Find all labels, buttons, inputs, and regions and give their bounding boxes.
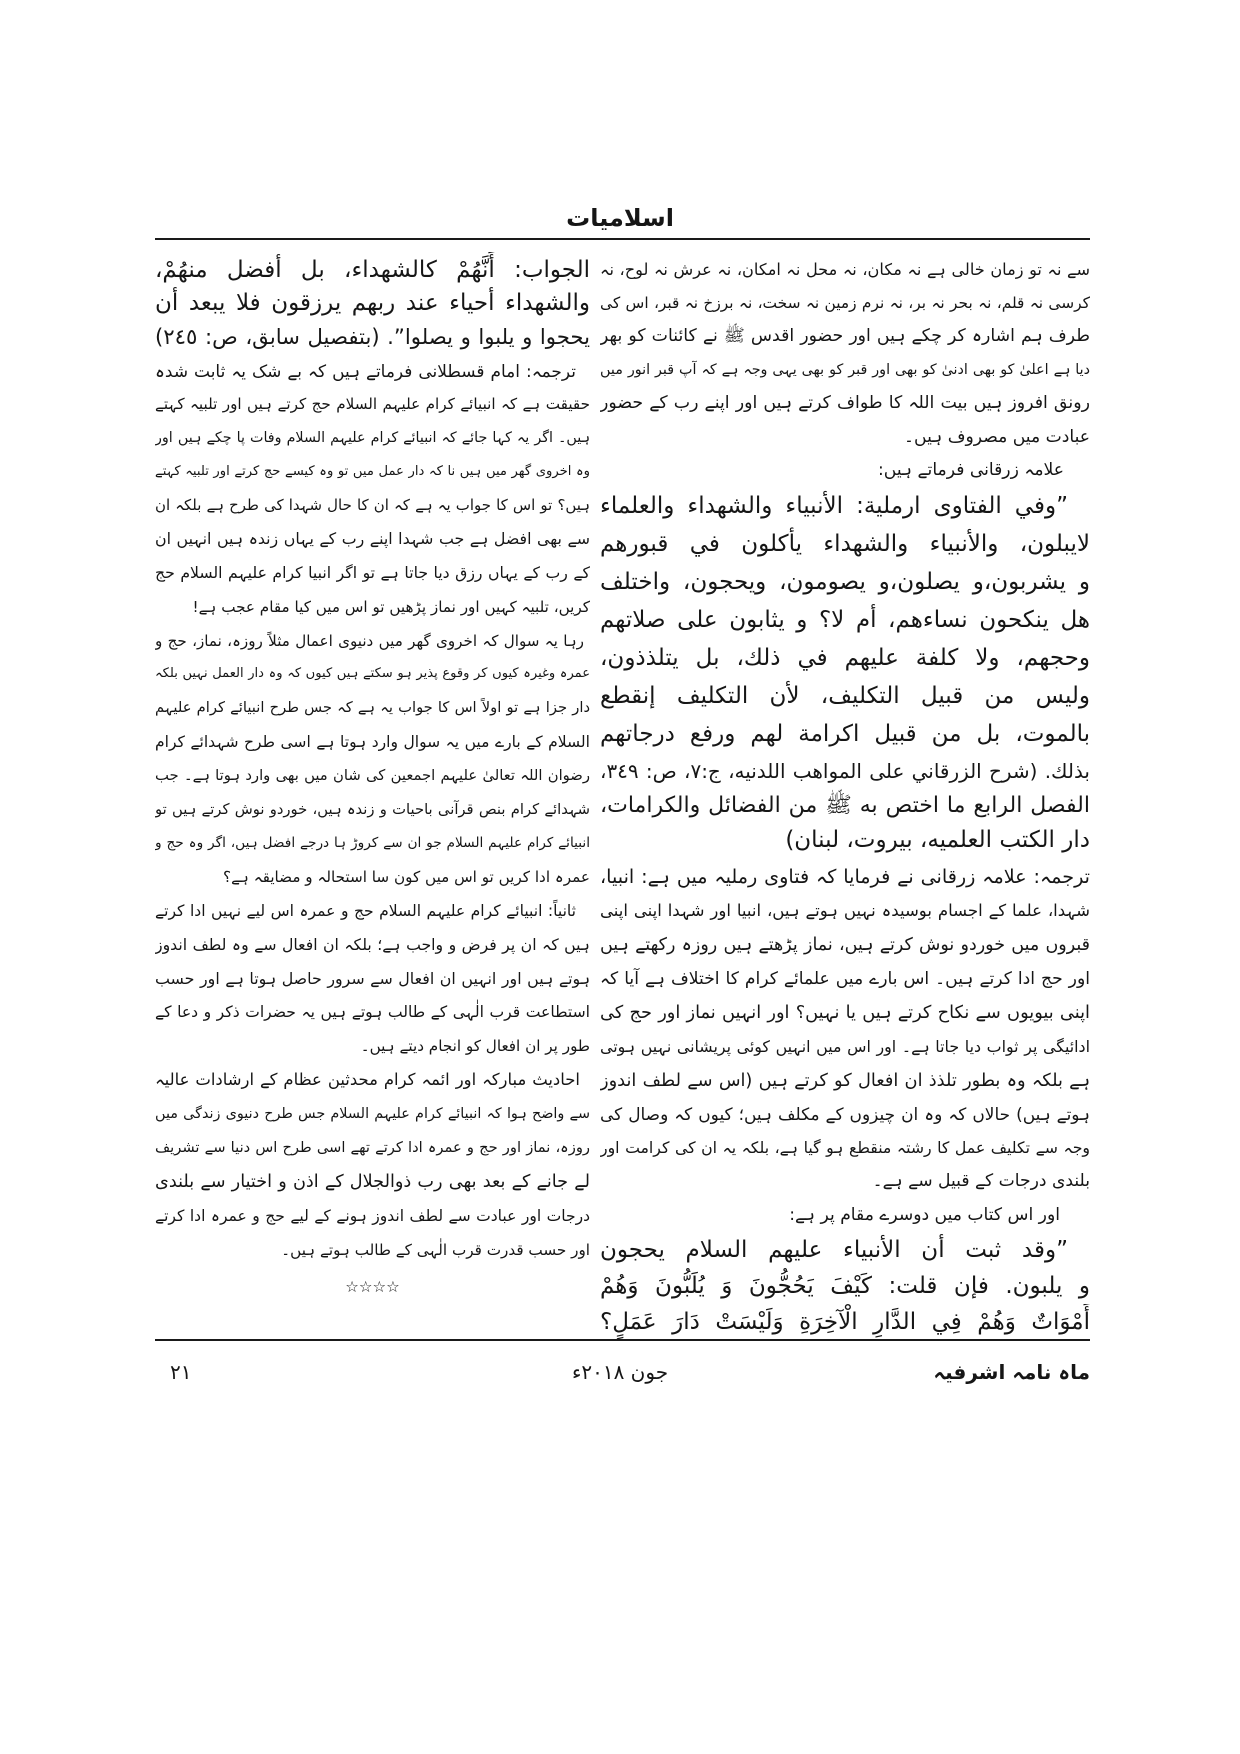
end-ornament-stars: ☆☆☆☆ bbox=[345, 1278, 400, 1296]
left-column-line: حقیقت ہے کہ انبیائے کرام علیہم السلام حج کرتے ہیں اور تلبیہ کہتے bbox=[155, 395, 590, 413]
left-column-line: دار جزا ہے تو اولاً اس کا جواب یہ ہے کہ جس طرح انبیائے کرام علیہم bbox=[155, 699, 590, 716]
left-column-line: والشهداء أحياء عند ربهم يرزقون فلا يبعد أن bbox=[155, 290, 590, 316]
left-column-line: سے واضح ہوا کہ انبیائے کرام علیہم السلام جس طرح دنیوی زندگی میں bbox=[155, 1106, 590, 1122]
right-column-line: ترجمہ: علامہ زرقانی نے فرمایا کہ فتاوی رملیہ میں ہے: انبیا، bbox=[600, 865, 1090, 888]
right-column-line: الفصل الرابع ما اختص به ﷺ من الفضائل والكرامات، bbox=[600, 793, 1090, 818]
right-column-line: دار الكتب العلميه، بيروت، لبنان) bbox=[785, 827, 1090, 853]
left-column-line: عمرہ وغیرہ کیوں کر وقوع پذیر ہو سکتے ہیں کیوں کہ وہ دار العمل نہیں بلکہ bbox=[155, 666, 590, 681]
left-column-line: سے بھی افضل ہے جب شہدا اپنے رب کے یہاں زندہ ہیں انہیں ان bbox=[155, 529, 590, 548]
right-column-line: عبادت میں مصروف ہیں۔ bbox=[904, 427, 1090, 447]
right-column-line: دیا ہے اعلیٰ کو بھی ادنیٰ کو بھی اور قبر کو بھی یہی وجہ ہے کہ آپ قبر انور میں bbox=[600, 362, 1090, 378]
right-column-line: وجہ سے تکلیف عمل کا رشتہ منقطع ہو گیا ہے، بلکہ یہ ان کی کرامت اور bbox=[600, 1138, 1090, 1157]
right-column-line: و يلبون. فإن قلت: كَيْفَ يَحُجُّونَ وَ يُلَبُّونَ وَهُمْ bbox=[600, 1273, 1090, 1299]
right-column-line: هل ينكحون نساءهم، أم لا؟ و يثابون على صلاتهم bbox=[600, 607, 1090, 633]
right-column-line: علامہ زرقانی فرماتے ہیں: bbox=[878, 460, 1064, 480]
right-column-line: رونق افروز ہیں بیت اللہ کا طواف کرتے ہیں اور اپنے رب کے حضور bbox=[600, 393, 1090, 413]
right-column-line: وحجهم، ولا كلفة عليهم في ذلك، بل يتلذذون، bbox=[600, 645, 1090, 671]
right-column-line: اپنی بیویوں سے نکاح کرتے ہیں یا نہیں؟ اور انہیں نماز اور حج کی bbox=[600, 1003, 1090, 1023]
left-column-line: روزہ، نماز اور حج و عمرہ ادا کرتے تھے اسی طرح اس دنیا سے تشریف bbox=[155, 1139, 590, 1156]
right-column-line: ادائیگی پر ثواب دیا جاتا ہے۔ اور اس میں انہیں کوئی پریشانی نہیں ہوتی bbox=[600, 1037, 1090, 1056]
left-column-line: وہ اخروی گھر میں ہیں نا کہ دار عمل میں تو وہ کیسے حج کرتے اور تلبیہ کہتے bbox=[155, 464, 590, 479]
right-column-line: سے نہ تو زمان خالی ہے نہ مکان، نہ محل نہ امکان، نہ عرش نہ لوح، نہ bbox=[600, 260, 1090, 279]
right-column-line: شہدا، علما کے اجسام بوسیدہ نہیں ہوتے ہیں، انبیا اور شہدا اپنی اپنی bbox=[600, 901, 1090, 920]
left-column-line: درجات اور عبادت سے لطف اندوز ہونے کے لیے حج و عمرہ ادا کرتے bbox=[155, 1207, 590, 1225]
right-column-line: ہے بلکہ وہ بطور تلذذ ان افعال کو کرتے ہیں (اس سے لطف اندوز bbox=[600, 1070, 1090, 1091]
right-column-line: اور حج ادا کرتے ہیں۔ اس بارے میں علمائے کرام کا اختلاف ہے آیا کہ bbox=[600, 969, 1090, 989]
right-column-line: کرسی نہ قلم، نہ بحر نہ بر، نہ نرم زمین نہ سخت، نہ برزخ نہ قبر، اس کی bbox=[600, 294, 1090, 312]
right-column-line: طرف ہم اشارہ کر چکے ہیں اور حضور اقدس ﷺ نے کائنات کو بھر bbox=[600, 326, 1090, 346]
issue-date: جون ۲۰۱۸ء bbox=[571, 1360, 669, 1384]
left-column-line: السلام کے بارے میں یہ سوال وارد ہوتا ہے اسی طرح شہدائے کرام bbox=[155, 733, 590, 751]
left-column-line: استطاعت قرب الٰہی کے طالب ہوتے ہیں یہ حضرات ذکر و دعا کے bbox=[155, 1003, 590, 1021]
right-column-line: وليس من قبيل التكليف، لأن التكليف إنقطع bbox=[600, 683, 1090, 709]
left-column-line: کے رب کے یہاں رزق دیا جاتا ہے تو اگر انبیا کرام علیہم السلام حج bbox=[155, 563, 590, 582]
left-column-line: رضوان اللہ تعالیٰ علیہم اجمعین کی شان میں بھی وارد ہوتا ہے۔ جب bbox=[155, 767, 590, 784]
right-column-line: بلندی درجات کے قبیل سے ہے۔ bbox=[872, 1171, 1090, 1191]
magazine-name: ماہ نامہ اشرفیہ bbox=[933, 1360, 1090, 1384]
left-column-line: کریں، تلبیہ کہیں اور نماز پڑھیں تو اس میں کیا مقام عجب ہے! bbox=[192, 598, 590, 616]
right-column-line: بالموت، بل من قبيل اكرامة لهم ورفع درجاتهم bbox=[600, 721, 1090, 747]
left-column-line: ہیں۔ اگر یہ کہا جائے کہ انبیائے کرام علیہم السلام وفات پا چکے ہیں اور bbox=[155, 430, 590, 446]
right-column-line: ”وقد ثبت أن الأنبياء عليهم السلام يحجون bbox=[600, 1237, 1068, 1263]
left-column-line: ہیں کہ ان پر فرض و واجب ہے؛ بلکہ ان افعال سے وہ لطف اندوز bbox=[155, 935, 590, 954]
right-column-line: و يشربون،و يصلون،و يصومون، ويحجون، واختلف bbox=[600, 569, 1090, 595]
left-column-line: احادیث مبارکہ اور ائمہ کرام محدثین عظام کے ارشادات عالیہ bbox=[155, 1070, 580, 1089]
left-column bbox=[155, 250, 590, 1342]
left-column-line: انبیائے کرام علیہم السلام جو ان سے کروڑ ہا درجے افضل ہیں، اگر وہ حج و bbox=[155, 835, 590, 851]
left-column-line: ہوتے ہیں اور انہیں ان افعال سے سرور حاصل ہوتا ہے اور حسب bbox=[155, 969, 590, 988]
left-column-line: طور پر ان افعال کو انجام دیتے ہیں۔ bbox=[360, 1037, 590, 1055]
left-column-line: ترجمہ: امام قسطلانی فرماتے ہیں کہ بے شک یہ ثابت شدہ bbox=[155, 361, 576, 381]
left-column-line: عمرہ ادا کریں تو اس میں کون سا استحالہ و مضایقہ ہے؟ bbox=[223, 868, 590, 886]
left-column-line: ہیں؟ تو اس کا جواب یہ ہے کہ ان کا حال شہدا کی طرح ہے بلکہ ان bbox=[155, 496, 590, 514]
page-number: ۲۱ bbox=[170, 1360, 192, 1384]
right-column-line: اور اس کتاب میں دوسرے مقام پر ہے: bbox=[789, 1205, 1060, 1225]
left-column-line: لے جانے کے بعد بھی رب ذوالجلال کے اذن و اختیار سے بلندی bbox=[155, 1172, 590, 1192]
left-column-line: شہدائے کرام بنص قرآنی باحیات و زندہ ہیں، خوردو نوش کرتے ہیں تو bbox=[155, 801, 590, 818]
right-column-line: أَمْوَاتٌ وَهُمْ فِي الدَّارِ الْآخِرَةِ وَلَيْسَتْ دَارَ عَمَلٍ؟ bbox=[600, 1309, 1090, 1335]
left-column-line: اور حسب قدرت قرب الٰہی کے طالب ہوتے ہیں۔ bbox=[281, 1241, 590, 1259]
left-column-line: الجواب: أَنَّهُمْ كالشهداء، بل أفضل منهُمْ، bbox=[155, 257, 590, 283]
left-column-line: يحجوا و يلبوا و يصلوا”. (بتفصيل سابق، ص: ٢٤٥) bbox=[155, 324, 590, 349]
right-column-line: ہوتے ہیں) حالاں کہ وہ ان چیزوں کے مکلف ہیں؛ کیوں کہ وصال کی bbox=[600, 1104, 1090, 1124]
right-column bbox=[600, 250, 1090, 1342]
right-column-line: ”وفي الفتاوى ارملية: الأنبياء والشهداء والعلماء bbox=[600, 493, 1068, 519]
section-title: اسلامیات bbox=[566, 204, 674, 232]
left-column-line: ثانیاً: انبیائے کرام علیہم السلام حج و عمرہ اس لیے نہیں ادا کرتے bbox=[155, 902, 576, 920]
footer-rule bbox=[155, 1339, 1090, 1341]
right-column-line: بذلك. (شرح الزرقاني على المواهب اللدنيه، ج:٧، ص: ٣٤٩، bbox=[600, 759, 1090, 783]
right-column-line: قبروں میں خوردو نوش کرتے ہیں، نماز پڑھتے ہیں روزہ رکھتے ہیں bbox=[600, 935, 1090, 955]
left-column-line: رہا یہ سوال کہ اخروی گھر میں دنیوی اعمال مثلاً روزہ، نماز، حج و bbox=[155, 632, 584, 650]
right-column-line: لايبلون، والأنبياء والشهداء يأكلون في قبورهم bbox=[600, 531, 1090, 557]
header-rule bbox=[155, 238, 1090, 240]
